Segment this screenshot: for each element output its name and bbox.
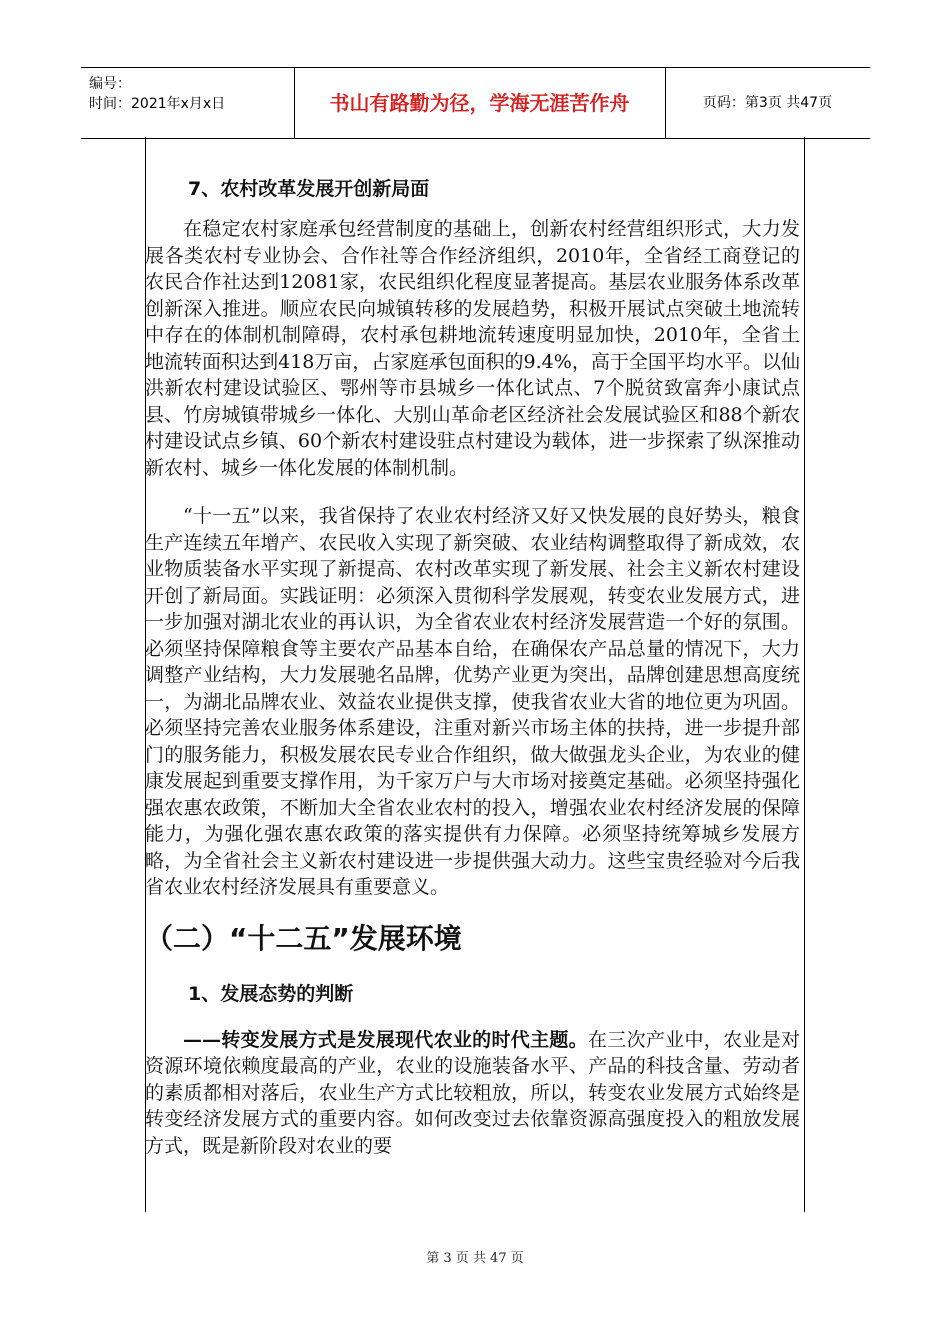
serial-number-label: 编号： bbox=[89, 76, 131, 92]
paragraph: 在稳定农村家庭承包经营制度的基础上，创新农村经营组织形式，大力发展各类农村专业协会、合作社等合作经济组织，2010年，全省经工商登记的农民合作社达到12081家，农民组织化程度显著提高。基层农业服务体系改革创新深入推进。顺应农民向城镇转移的发展趋势，积极开展试点突破土地流转中存在的体制机制障碍，农村承包耕地流转速度明显加快，2010年，全省土地流转面积达到418万亩，占家庭承包面积的9.4%，高于全国平均水平。以仙洪新农村建设试验区、鄂州等市县城乡一体化试点、7个脱贫致富奔小康试点县、竹房城镇带城乡一体化、大别山革命老区经济社会发展试验区和88个新农村建设试点乡镇、60个新农村建设驻点村建设为载体，进一步探索了纵深推动新农村、城乡一体化发展的体制机制。 bbox=[145, 218, 800, 479]
paragraph bbox=[145, 1027, 800, 1160]
frame-right-border bbox=[804, 137, 805, 1212]
paragraph-text: 在三次产业中，农业是对资源环境依赖度最高的产业，农业的设施装备水平、产品的科技含量、劳动者的素质都相对落后，农业生产方式比较粗放，所以，转变农业发展方式始终是转变经济发展方式的重要内容。如何改变过去依靠资源高强度投入的粗放发展方式，既是新阶段对农业的要 bbox=[145, 1028, 800, 1157]
paragraph-lead-bold: ——转变发展方式是发展现代农业的时代主题。 bbox=[183, 1028, 588, 1051]
section-heading: 1、发展态势的判断 bbox=[188, 982, 354, 1005]
section-heading: 7、农村改革发展开创新局面 bbox=[188, 178, 430, 200]
paragraph: “十一五”以来，我省保持了农业农村经济又好又快发展的良好势头，粮食生产连续五年增产、农民收入实现了新突破、农业结构调整取得了新成效，农业物质装备水平实现了新提高、农村改革实现了新发展、社会主义新农村建设开创了新局面。实践证明：必须深入贯彻科学发展观，转变农业发展方式，进一步加强对湖北农业的再认识，为全省农业农村经济发展营造一个好的氛围。必须坚持保障粮食等主要农产品基本自给，在确保农产品总量的情况下，大力调整产业结构，大力发展驰名品牌，优势产业更为突出，品牌创建思想高度统一，为湖北品牌农业、效益农业提供支撑，使我省农业大省的地位更为巩固。必须坚持完善农业服务体系建设，注重对新兴市场主体的扶持，进一步提升部门的服务能力，积极发展农民专业合作组织，做大做强龙头企业，为农业的健康发展起到重要支撑作用，为千家万户与大市场对接奠定基础。必须坚持强化强农惠农政策，不断加大全省农业农村的投入，增强农业农村经济发展的保障能力，为强化强农惠农政策的落实提供有力保障。必须坚持统筹城乡发展方略，为全省社会主义新农村建设进一步提供强大动力。这些宝贵经验对今后我省农业农村经济发展具有重要意义。 bbox=[145, 505, 800, 898]
header-page-info: 页码：第3页 共47页 bbox=[702, 95, 833, 111]
header-motto: 书山有路勤为径，学海无涯苦作舟 bbox=[329, 91, 630, 115]
chapter-heading: （二）“十二五”发展环境 bbox=[145, 921, 462, 955]
document-body bbox=[145, 176, 800, 1181]
page-header bbox=[81, 67, 870, 139]
page-footer: 第 3 页 共 47 页 bbox=[426, 1251, 524, 1266]
time-label: 时间：2021年x月x日 bbox=[89, 96, 226, 112]
header-meta bbox=[89, 74, 225, 114]
